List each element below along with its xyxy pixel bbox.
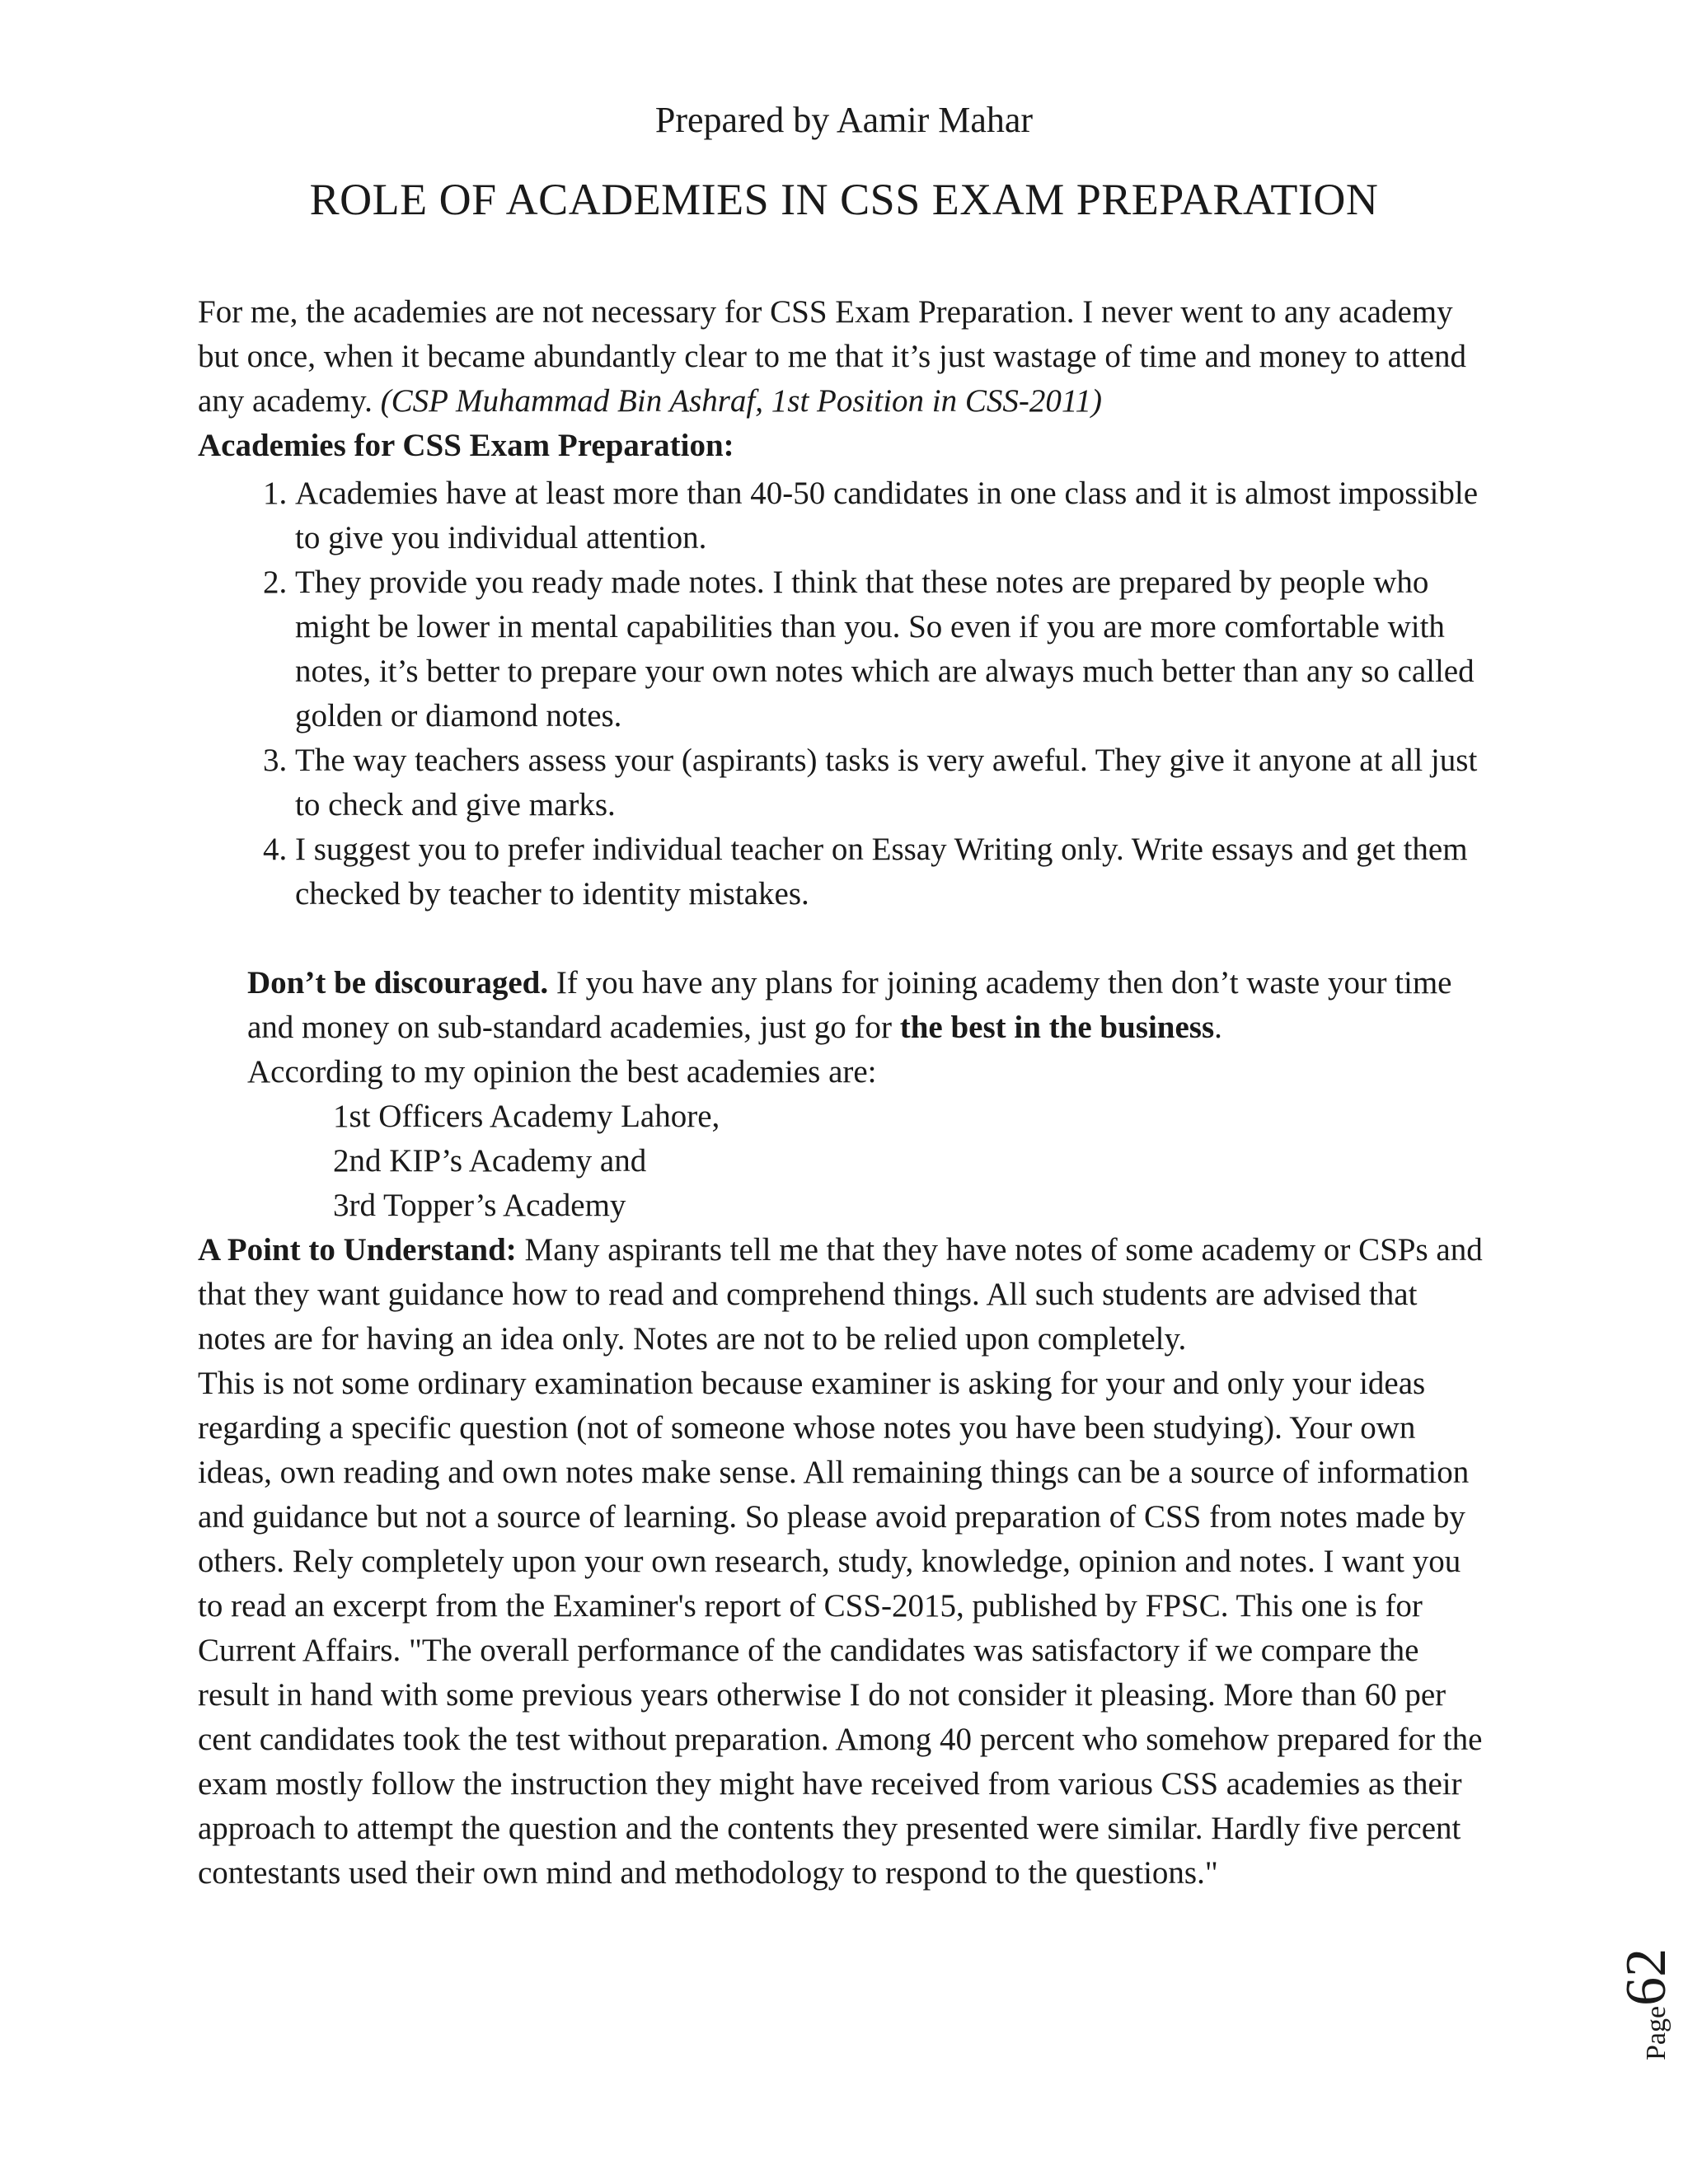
list-item: 3. The way teachers assess your (aspirants) tasks is very aweful. They give it anyone at all just to check and give marks. xyxy=(295,738,1492,827)
page-label: Page xyxy=(1641,2005,1672,2060)
section-heading: Academies for CSS Exam Preparation: xyxy=(198,428,734,463)
list-item: 4. I suggest you to prefer individual teacher on Essay Writing only. Write essays and get them checked by teacher to identity mistakes. xyxy=(295,827,1492,916)
academy-list xyxy=(333,1094,1492,1228)
discouraged-emphasis: the best in the business xyxy=(899,1010,1215,1045)
intro-paragraph xyxy=(198,290,1492,424)
page-number-value: 62 xyxy=(1615,1947,1678,2006)
points-list xyxy=(198,471,1492,916)
list-item: 1. Academies have at least more than 40-50 candidates in one class and it is almost impossible to give you individual attention. xyxy=(295,471,1492,560)
discouraged-paragraph xyxy=(247,961,1492,1050)
point-text: Many aspirants tell me that they have notes of some academy or CSPs and that they want guidance how to read and comprehend things. All such students are advised that notes are for having an idea only. Notes are not to be relied upon completely. xyxy=(198,1232,1483,1357)
page-title: ROLE OF ACADEMIES IN CSS EXAM PREPARATION xyxy=(309,175,1379,224)
author-line: Prepared by Aamir Mahar xyxy=(654,100,1034,140)
point-to-understand xyxy=(198,1228,1492,1361)
discouraged-lead: Don’t be discouraged. xyxy=(247,965,549,1001)
page-number xyxy=(1563,1937,1678,2060)
point-lead: A Point to Understand: xyxy=(198,1232,517,1268)
academy-item: 1st Officers Academy Lahore, xyxy=(333,1099,720,1134)
academy-item: 3rd Topper’s Academy xyxy=(333,1188,626,1223)
discouraged-text-b: . xyxy=(1214,1010,1222,1045)
intro-quote: (CSP Muhammad Bin Ashraf, 1st Position in CSS-2011) xyxy=(380,383,1102,419)
discouraged-text-a: If you have any plans for joining academy then don’t waste your time and money on sub-standard academies, just go for xyxy=(247,965,1452,1045)
opinion-line: According to my opinion the best academies are: xyxy=(247,1054,877,1090)
final-paragraph: This is not some ordinary examination because examiner is asking for your and only your ideas regarding a specific question (not of someone whose notes you have been studying). Your own ideas, own reading and own notes make sense. All remaining things can be a source of information and guidance but not a source of learning. So please avoid preparation of CSS from notes made by others. Rely completely upon your own research, study, knowledge, opinion and notes. I want you to read an excerpt from the Examiner's report of CSS-2015, published by FPSC. This one is for Current Affairs. "The overall performance of the candidates was satisfactory if we compare the result in hand with some previous years otherwise I do not consider it pleasing. More than 60 per cent candidates took the test without preparation. Among 40 percent who somehow prepared for the exam mostly follow the instruction they might have received from various CSS academies as their approach to attempt the question and the contents they presented were similar. Hardly five percent contestants used their own mind and methodology to respond to the questions." xyxy=(198,1366,1483,1891)
academy-item: 2nd KIP’s Academy and xyxy=(333,1143,647,1179)
intro-text: For me, the academies are not necessary for CSS Exam Preparation. I never went to any academy but once, when it became abundantly clear to me that it’s just wastage of time and money to attend any academy. xyxy=(198,294,1466,419)
discouraged-section xyxy=(247,961,1492,1228)
list-item: 2. They provide you ready made notes. I think that these notes are prepared by people who might be lower in mental capabilities than you. So even if you are more comfortable with notes, it’s better to prepare your own notes which are always much better than any so called golden or diamond notes. xyxy=(295,560,1492,738)
document-body xyxy=(198,290,1492,1896)
